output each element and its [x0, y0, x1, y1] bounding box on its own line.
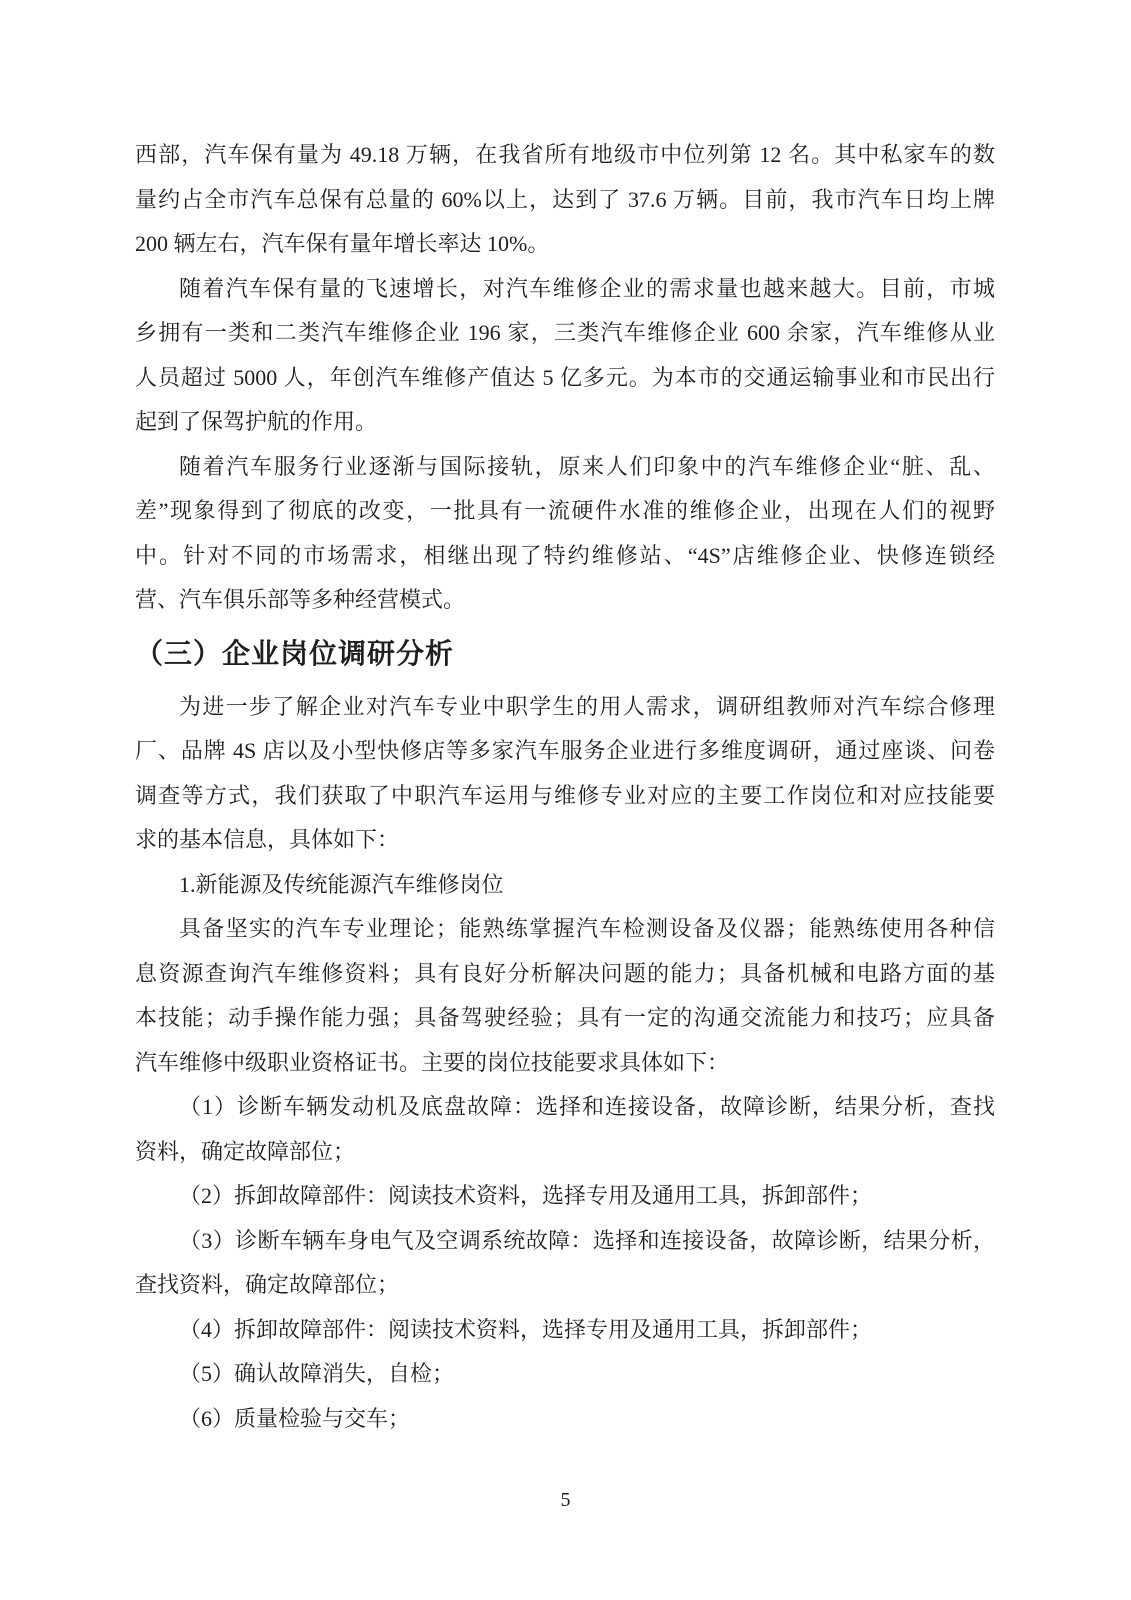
text-line: 营、汽车俱乐部等多种经营模式。: [135, 587, 466, 612]
document-body: [135, 133, 995, 1441]
text-line: 本技能；动手操作能力强；具备驾驶经验；具有一定的沟通交流能力和技巧；应具备: [135, 1005, 995, 1030]
text-line: （2）拆卸故障部件：阅读技术资料，选择专用及通用工具，拆卸部件；: [179, 1183, 873, 1208]
text-line: 查找资料，确定故障部位；: [135, 1272, 400, 1297]
text-line: 人员超过 5000 人，年创汽车维修产值达 5 亿多元。为本市的交通运输事业和市民出行: [135, 364, 995, 390]
text-line: 资料，确定故障部位；: [135, 1138, 356, 1164]
paragraph: [135, 133, 995, 267]
text-line: 起到了保驾护航的作用。: [135, 409, 378, 434]
text-line: （5）确认故障消失，自检；: [179, 1361, 455, 1386]
text-line: 1.新能源及传统能源汽车维修岗位: [179, 871, 504, 897]
paragraph: [135, 1174, 995, 1219]
text-line: （6）质量检验与交车；: [179, 1405, 411, 1431]
text-line: 随着汽车服务行业逐渐与国际接轨，原来人们印象中的汽车维修企业“脏、乱、: [179, 453, 995, 479]
paragraph: [135, 863, 995, 908]
text-line: 为进一步了解企业对汽车专业中职学生的用人需求，调研组教师对汽车综合修理: [179, 693, 995, 719]
section-heading: （三）企业岗位调研分析: [135, 638, 455, 670]
text-line: 差”现象得到了彻底的改变，一批具有一流硬件水准的维修企业，出现在人们的视野: [135, 498, 995, 523]
paragraph: [135, 1219, 995, 1308]
text-line: 随着汽车保有量的飞速增长，对汽车维修企业的需求量也越来越大。目前，市城: [179, 275, 995, 301]
paragraph: [135, 445, 995, 623]
text-line: （1）诊断车辆发动机及底盘故障：选择和连接设备，故障诊断，结果分析，查找: [179, 1094, 995, 1119]
text-line: 200 辆左右，汽车保有量年增长率达 10%。: [135, 231, 550, 256]
text-line: 求的基本信息，具体如下：: [135, 827, 400, 852]
text-line: 中。针对不同的市场需求，相继出现了特约维修站、“4S”店维修企业、快修连锁经: [135, 542, 995, 568]
text-line: 汽车维修中级职业资格证书。主要的岗位技能要求具体如下：: [135, 1049, 730, 1075]
text-line: 乡拥有一类和二类汽车维修企业 196 家，三类汽车维修企业 600 余家，汽车维修从业: [135, 320, 995, 345]
paragraph: [135, 1397, 995, 1442]
paragraph: [135, 685, 995, 863]
text-line: 量约占全市汽车总保有总量的 60%以上，达到了 37.6 万辆。目前，我市汽车日均上牌: [135, 186, 995, 212]
text-line: （3）诊断车辆车身电气及空调系统故障：选择和连接设备，故障诊断，结果分析，: [179, 1227, 995, 1253]
paragraph: [135, 1085, 995, 1174]
text-line: 厂、品牌 4S 店以及小型快修店等多家汽车服务企业进行多维度调研，通过座谈、问卷: [135, 738, 995, 763]
paragraph: [135, 907, 995, 1085]
text-line: 西部，汽车保有量为 49.18 万辆，在我省所有地级市中位列第 12 名。其中私家车的数: [135, 142, 995, 167]
text-line: （4）拆卸故障部件：阅读技术资料，选择专用及通用工具，拆卸部件；: [179, 1316, 873, 1342]
paragraph: [135, 267, 995, 445]
text-line: 调查等方式，我们获取了中职汽车运用与维修专业对应的主要工作岗位和对应技能要: [135, 782, 995, 808]
page-footer: [0, 1488, 1131, 1512]
paragraph: [135, 1352, 995, 1397]
paragraph: [135, 1308, 995, 1353]
page-number: 5: [560, 1489, 571, 1511]
text-line: 具备坚实的汽车专业理论；能熟练掌握汽车检测设备及仪器；能熟练使用各种信: [179, 916, 995, 941]
text-line: 息资源查询汽车维修资料；具有良好分析解决问题的能力；具备机械和电路方面的基: [135, 960, 995, 986]
